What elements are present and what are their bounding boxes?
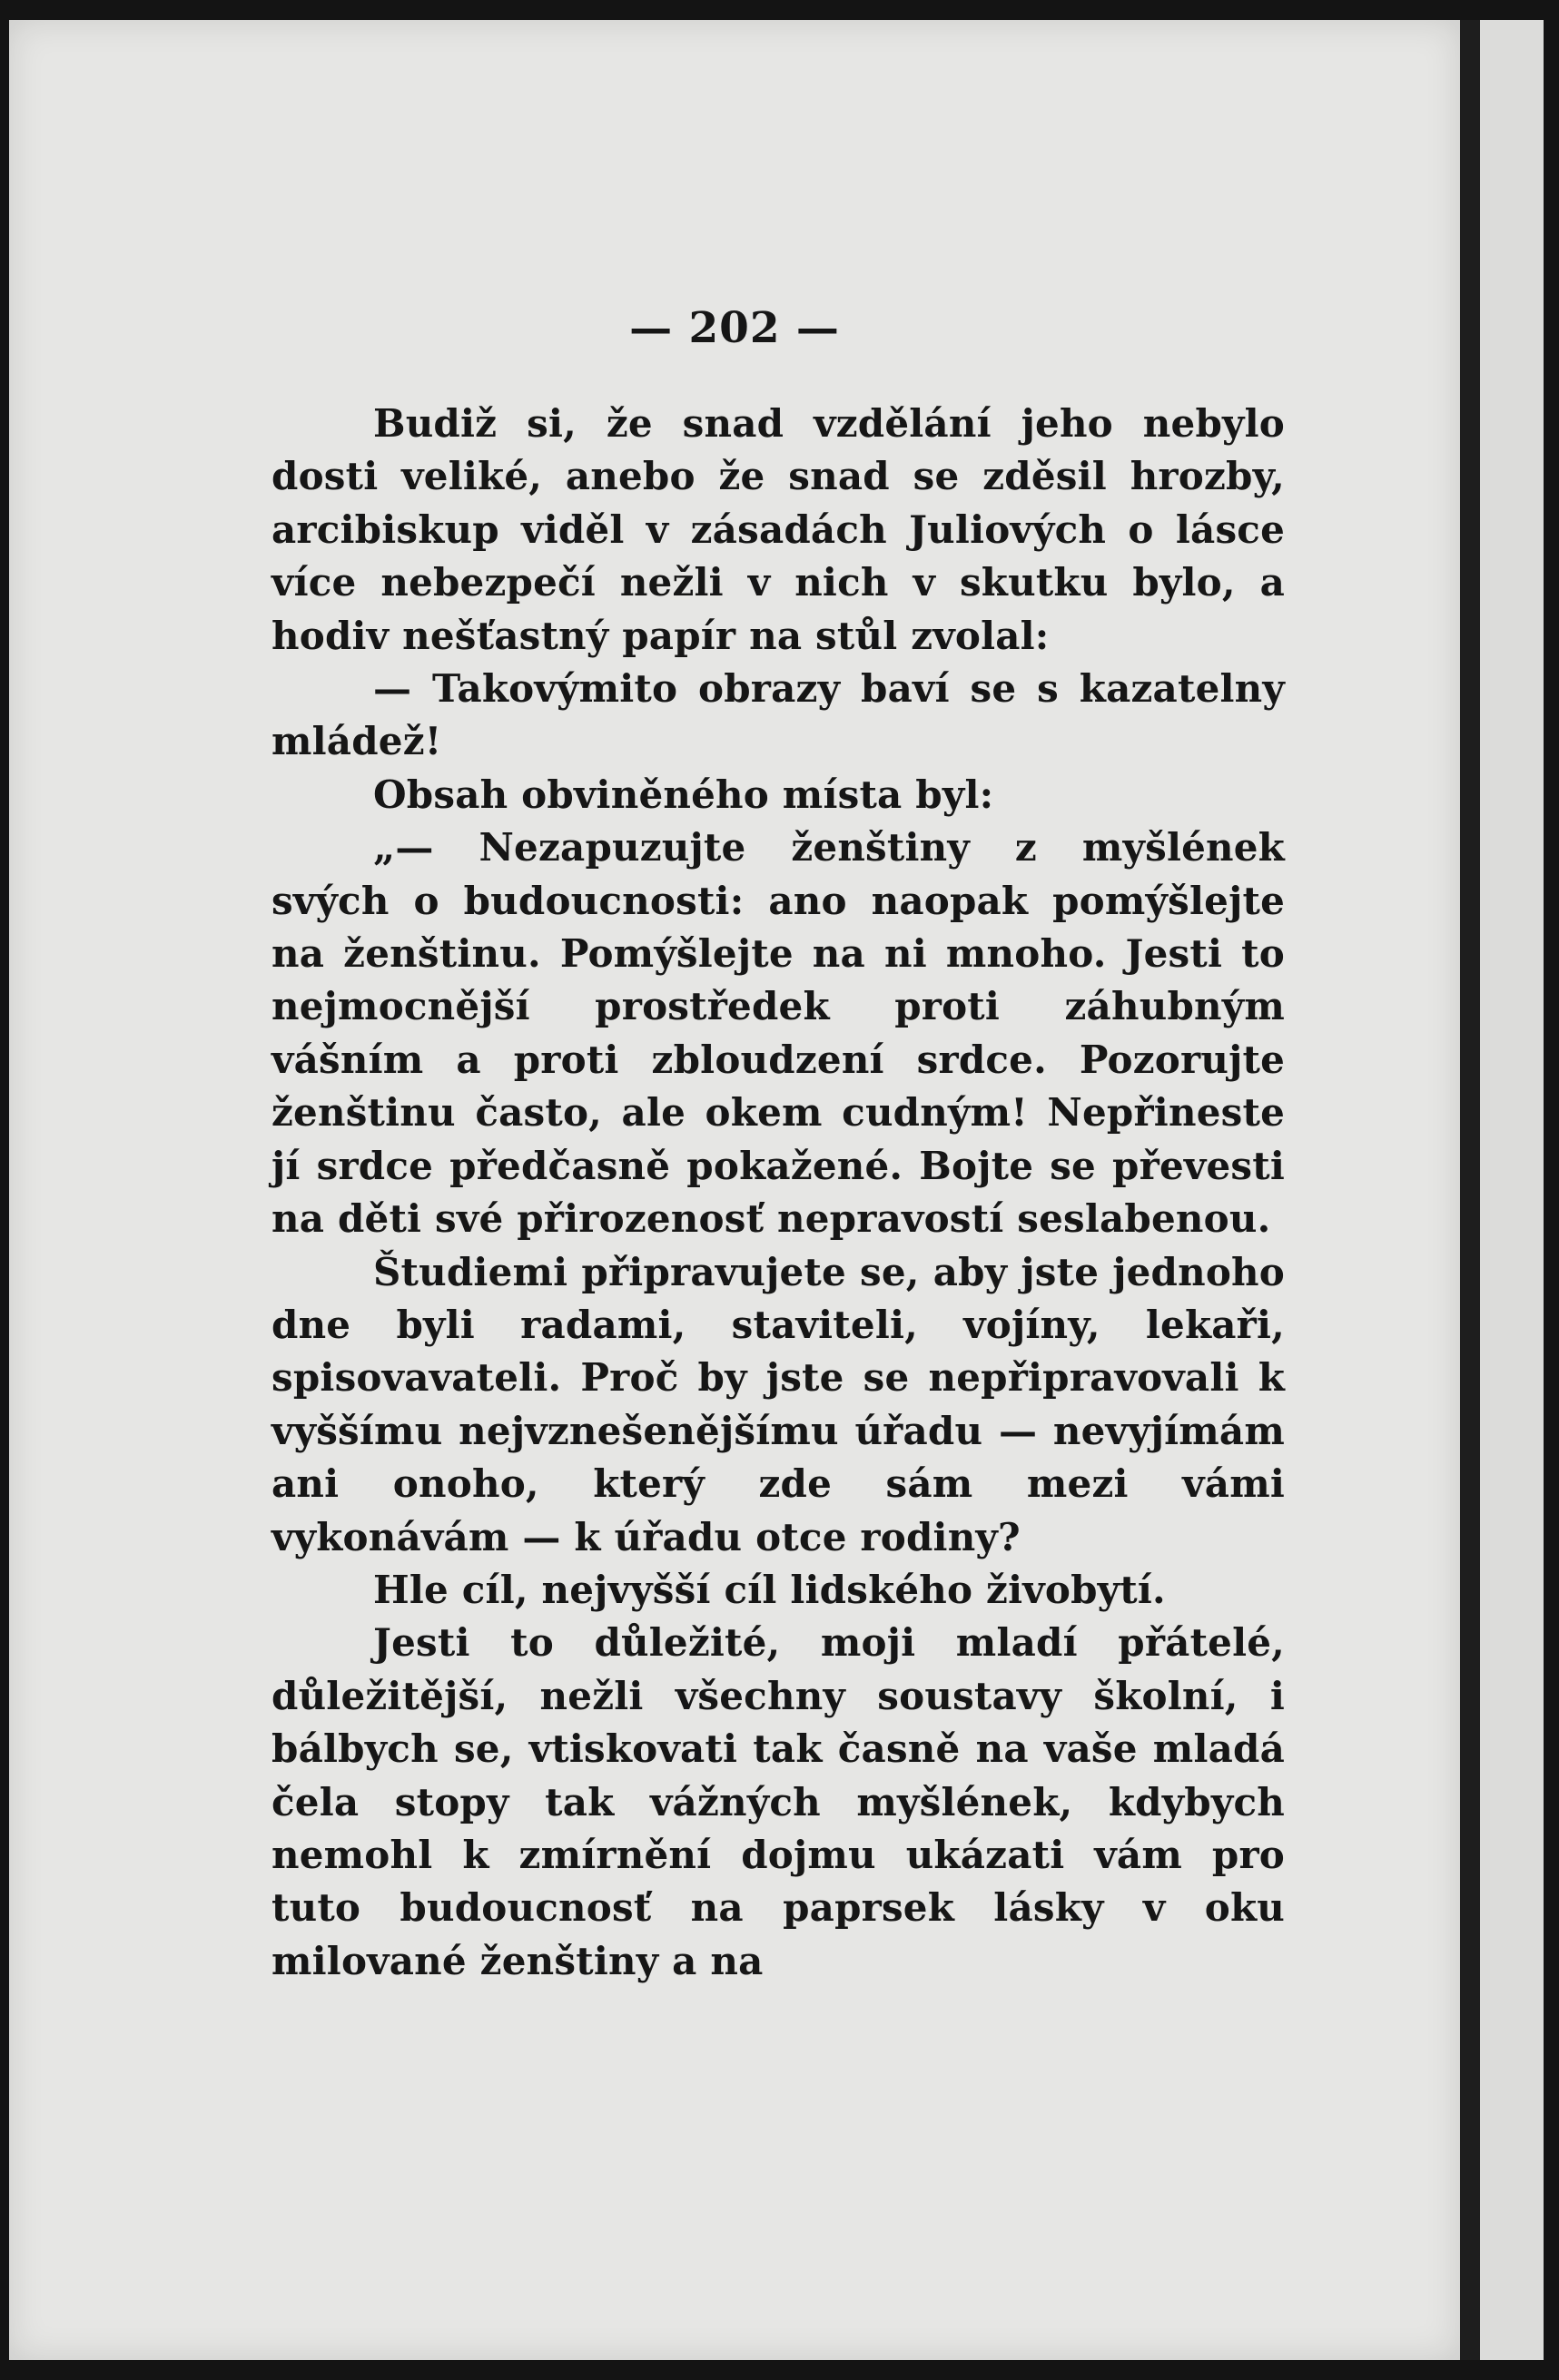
- paragraph: Obsah obviněného místa byl:: [373, 772, 994, 817]
- paragraph: Budiž si, že snad vzdělání jeho nebylo dosti veliké, anebo že snad se zděsil hrozby, arcibiskup viděl v zásadách Juliových o lásce více nebezpečí nežli v nich v skutku bylo, a hodiv nešťastný papír na stůl zvolal:: [271, 401, 1285, 658]
- page-text: [271, 398, 1285, 1988]
- facing-page-edge: [1480, 20, 1544, 2360]
- paragraph: Hle cíl, nejvyšší cíl lidského živobytí.: [373, 1567, 1166, 1612]
- paragraph: — Takovýmito obrazy baví se s kazatelny mládež!: [271, 666, 1285, 764]
- page-gutter: [1460, 20, 1480, 2360]
- paragraph: „— Nezapuzujte ženštiny z myšlének svých o budoucnosti: ano naopak pomýšlejte na ženštinu. Pomýšlejte na ni mnoho. Jesti to nejmocnější prostředek proti záhubným vášním a proti zbloudzení srdce. Pozorujte ženštinu často, ale okem cudným! Nepřineste jí srdce předčasně pokažené. Bojte se převesti na děti své přirozenosť nepravostí seslabenou.: [271, 825, 1285, 1242]
- paragraph: Jesti to důležité, moji mladí přátelé, důležitější, nežli všechny soustavy školní, i bálbych se, vtiskovati tak časně na vaše mladá čela stopy tak vážných myšlének, kdybych nemohl k zmírnění dojmu ukázati vám pro tuto budoucnosť na paprsek lásky v oku milované ženštiny a na: [271, 1620, 1285, 1983]
- page-number: — 202 —: [629, 303, 840, 353]
- book-page: [9, 20, 1460, 2360]
- paragraph: Študiemi připravujete se, aby jste jednoho dne byli radami, staviteli, vojíny, lekaři, spisovavateli. Proč by jste se nepřipravovali k vyššímu nejvznešenějšímu úřadu — nevyjímám ani onoho, který zde sám mezi vámi vykonávám — k úřadu otce rodiny?: [271, 1249, 1285, 1559]
